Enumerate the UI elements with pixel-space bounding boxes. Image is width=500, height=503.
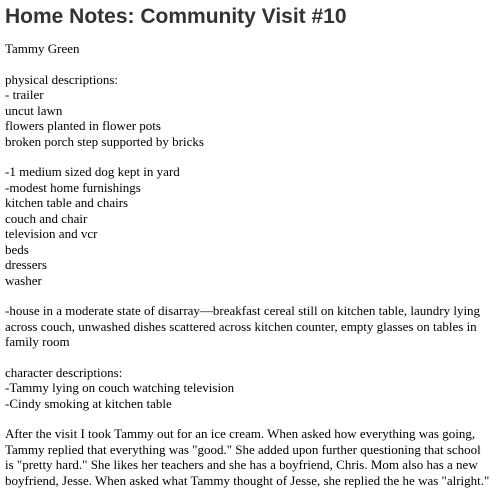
paragraph-line: Tammy replied that everything was "good." She added upon further questioning that school	[5, 441, 481, 457]
page-title: Home Notes: Community Visit #10	[5, 5, 347, 28]
list-item: -Cindy smoking at kitchen table	[5, 395, 172, 411]
list-item: flowers planted in flower pots	[5, 118, 161, 133]
notes-page	[5, 4, 493, 503]
list-item: television and vcr	[5, 226, 98, 241]
list-item: -Tammy lying on couch watching television	[5, 380, 235, 395]
name-text: Tammy Green	[5, 41, 80, 56]
furnishings-section	[5, 164, 493, 288]
list-item: -1 medium sized dog kept in yard	[5, 164, 180, 179]
list-item: -modest home furnishings	[5, 179, 141, 195]
list-item: - trailer	[5, 87, 44, 102]
physical-heading: physical descriptions:	[5, 71, 119, 87]
paragraph-line: After the visit I took Tammy out for an ice cream. When asked how everything was going,	[5, 426, 476, 441]
disarray-paragraph	[5, 303, 493, 350]
list-item: couch and chair	[5, 210, 88, 226]
list-item: kitchen table and chairs	[5, 195, 129, 210]
list-item: beds	[5, 241, 29, 257]
paragraph-line: boyfriend, Jesse. When asked what Tammy thought of Jesse, she replied the he was "alright."	[5, 472, 490, 488]
student-name	[5, 41, 493, 57]
physical-descriptions-section	[5, 72, 493, 150]
paragraph-line: -house in a moderate state of disarray—breakfast cereal still on kitchen table, laundry lying	[5, 303, 481, 318]
narrative-paragraph	[5, 426, 493, 488]
list-item: dressers	[5, 257, 47, 272]
list-item: washer	[5, 272, 42, 288]
paragraph-line: across couch, unwashed dishes scattered across kitchen counter, empty glasses on tables in	[5, 318, 477, 334]
character-descriptions-section	[5, 365, 493, 412]
character-heading: character descriptions:	[5, 364, 123, 380]
paragraph-line: family room	[5, 334, 70, 349]
list-item: uncut lawn	[5, 102, 63, 118]
list-item: broken porch step supported by bricks	[5, 133, 204, 149]
paragraph-line: is "pretty hard." She likes her teachers and she has a boyfriend, Chris. Mom also has a new	[5, 457, 478, 472]
